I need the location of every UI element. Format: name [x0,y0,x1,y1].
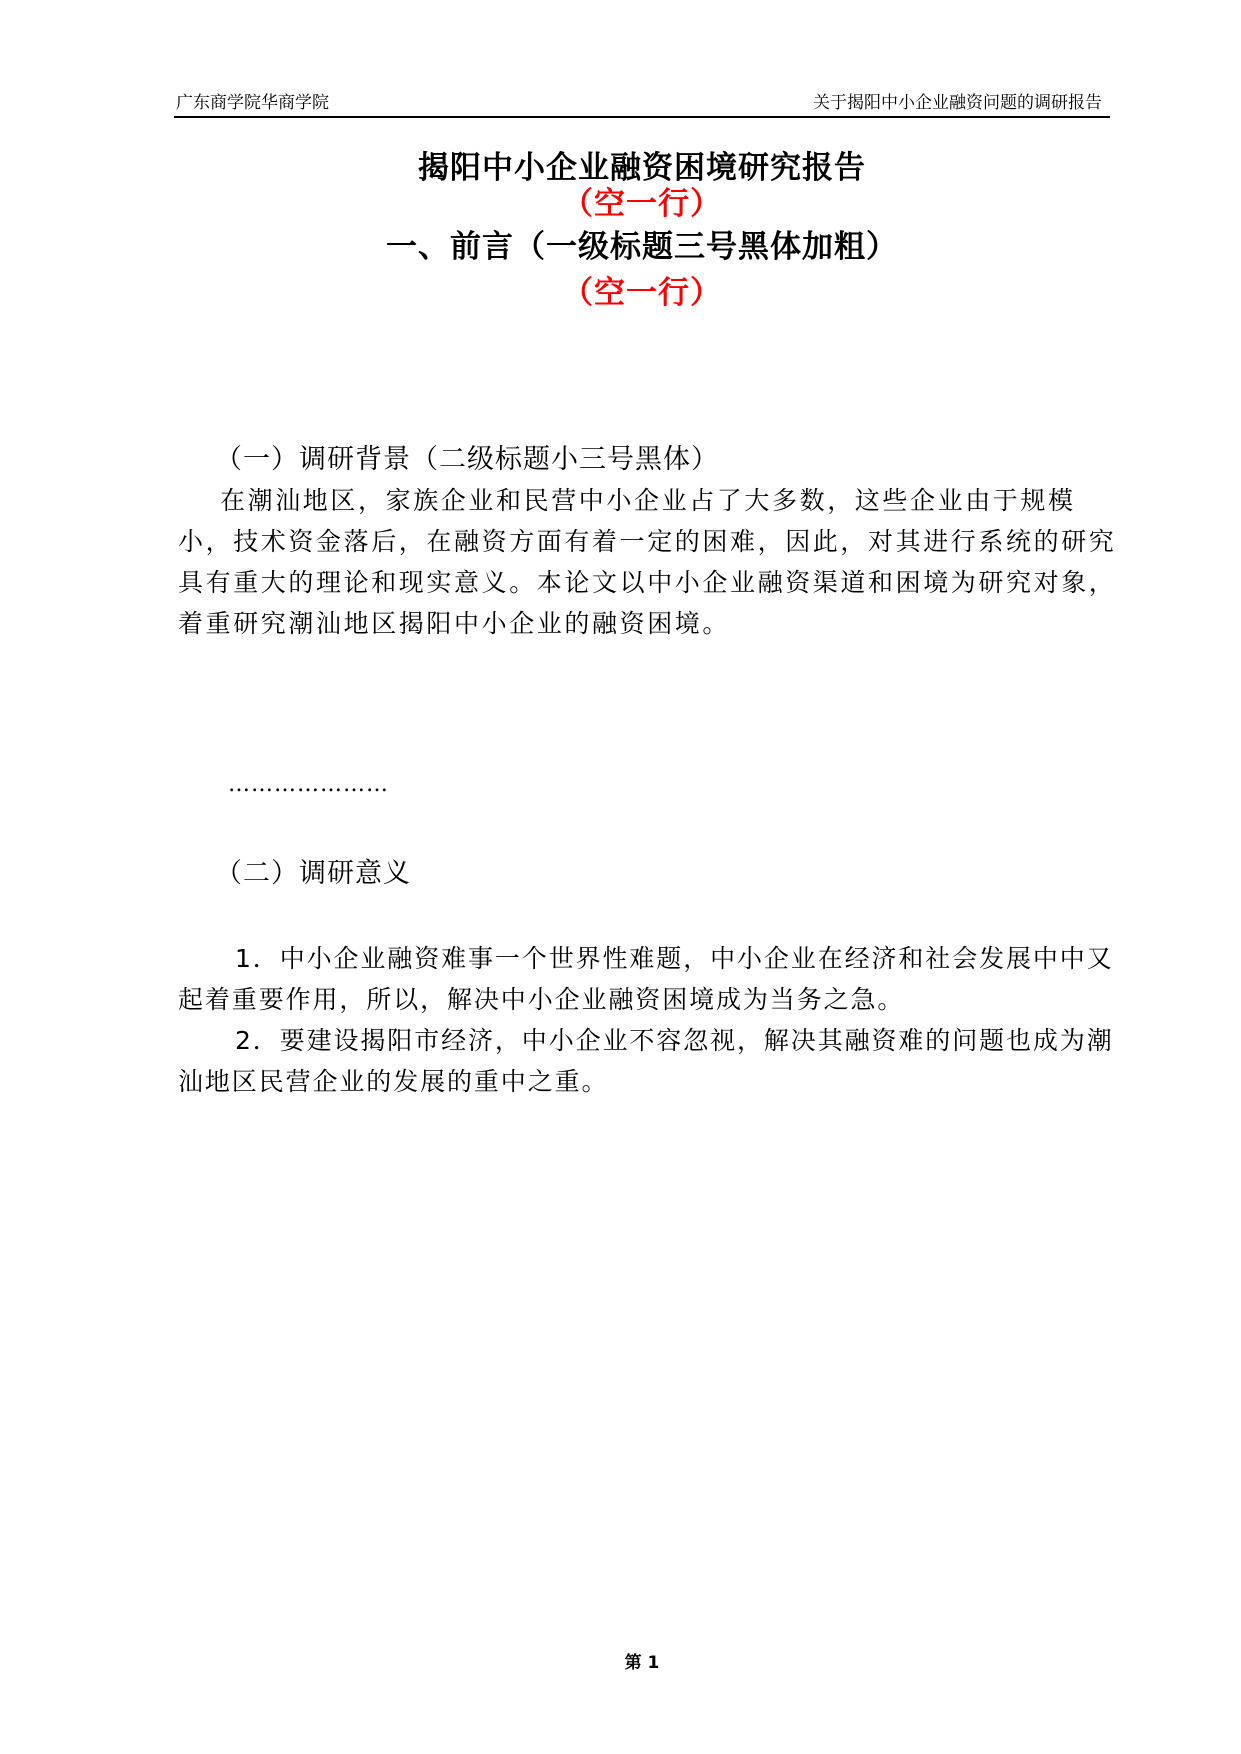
blank-line-note-1: （空一行） [562,186,722,222]
header-school-name: 广东商学院华商学院 [176,93,329,113]
document-title: 揭阳中小企业融资困境研究报告 [418,150,866,186]
page-header [174,86,1110,118]
subsection-1-heading: （一）调研背景（二级标题小三号黑体） [215,444,719,475]
subsection-1-body: 在潮汕地区，家族企业和民营中小企业占了大多数，这些企业由于规模小，技术资金落后，在融资方面有着一定的困难，因此，对其进行系统的研究具有重大的理论和现实意义。本论文以中小企业融资渠道和困境为研究对象，着重研究潮汕地区揭阳中小企业的融资困境。 [178,486,1117,638]
blank-line-note-2: （空一行） [562,275,722,311]
page-number: 第 1 [624,1653,660,1673]
ellipsis-placeholder: ………………… [228,772,389,797]
subsection-2-item-2: 2．要建设揭阳市经济，中小企业不容忽视，解决其融资难的问题也成为潮汕地区民营企业的发展的重中之重。 [178,1026,1114,1096]
subsection-2-item-1: 1．中小企业融资难事一个世界性难题，中小企业在经济和社会发展中中又起着重要作用，所以，解决中小企业融资困境成为当务之急。 [178,944,1114,1014]
subsection-2-heading: （二）调研意义 [215,858,411,889]
section-1-heading: 一、前言（一级标题三号黑体加粗） [386,229,898,265]
header-report-title: 关于揭阳中小企业融资问题的调研报告 [813,93,1102,113]
